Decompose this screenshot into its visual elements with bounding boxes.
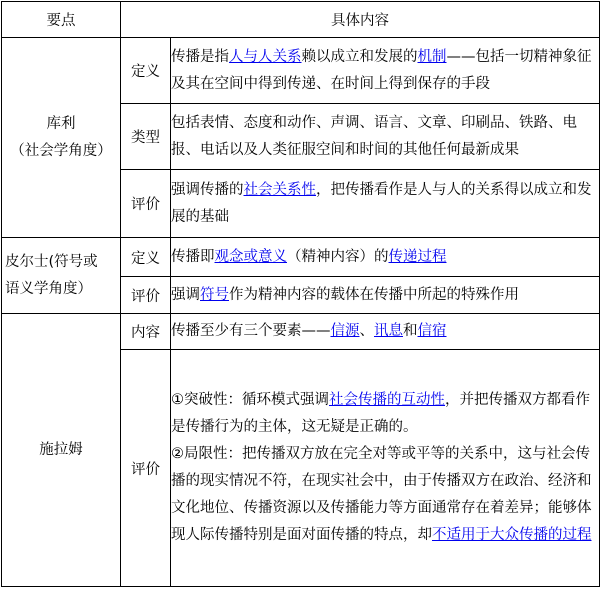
kuli-type-text: 包括表情、态度和动作、声调、语言、文章、印刷品、铁路、电报、电话以及人类征服空间和时间的其他任何最新成果: [171, 104, 600, 170]
header-col-key: 要点: [2, 2, 121, 38]
schramm-evaluation-label: 评价: [121, 350, 171, 587]
link-social-relations[interactable]: 社会关系性: [243, 181, 316, 198]
kuli-evaluation-text: 强调传播的社会关系性，把传播看作是人与人的关系得以成立和发展的基础: [171, 170, 600, 238]
peirce-evaluation-text: 强调符号作为精神内容的载体在传播中所起的特殊作用: [171, 277, 600, 314]
schramm-evaluation-text: [171, 350, 600, 587]
schramm-content-row: [2, 314, 600, 350]
schramm-name: 施拉姆: [2, 314, 121, 587]
link-transmission-process[interactable]: 传递过程: [388, 248, 447, 265]
kuli-name-cell: [2, 38, 121, 238]
kuli-evaluation-label: 评价: [121, 170, 171, 238]
kuli-type-label: 类型: [121, 104, 171, 170]
peirce-definition-text: 传播即观念或意义（精神内容）的传递过程: [171, 238, 600, 277]
link-interpersonal-relations[interactable]: 人与人关系: [229, 48, 302, 65]
peirce-definition-label: 定义: [121, 238, 171, 277]
header-row: [2, 2, 600, 38]
kuli-name: 库利: [46, 115, 76, 132]
link-message[interactable]: 讯息: [374, 323, 403, 339]
schramm-content-label: 内容: [121, 314, 171, 350]
peirce-name: 皮尔士(符号或: [5, 253, 98, 270]
peirce-evaluation-label: 评价: [121, 277, 171, 314]
link-source[interactable]: 信源: [330, 323, 360, 339]
link-idea-or-meaning[interactable]: 观念或意义: [214, 248, 287, 265]
kuli-definition-text: 传播是指人与人关系赖以成立和发展的机制——包括一切精神象征及其在空间中得到传递、在时间上得到保存的手段: [171, 38, 600, 104]
peirce-definition-row: [2, 238, 600, 277]
peirce-name-cell: [2, 238, 121, 314]
link-interactivity[interactable]: 社会传播的互动性: [329, 392, 445, 408]
link-symbol[interactable]: 符号: [200, 286, 229, 303]
schramm-content-text: 传播至少有三个要素——信源、讯息和信宿: [171, 314, 600, 350]
kuli-definition-row: [2, 38, 600, 104]
schramm-breakthrough: ①突破性：循环模式强调社会传播的互动性，并把传播双方都看作是传播行为的主体，这无疑是正确的。: [171, 392, 590, 435]
comparison-table: [1, 1, 600, 587]
link-mechanism[interactable]: 机制: [417, 48, 447, 65]
schramm-limitation: ②局限性：把传播双方放在完全对等或平等的关系中，这与社会传播的现实情况不符，在现实社会中，由于传播双方在政治、经济和文化地位、传播资源以及传播能力等方面通常存在着差异；能够体现人际传播特别是面对面传播的特点，却不适用于大众传播的过程: [171, 446, 592, 543]
kuli-perspective: （社会学角度）: [10, 142, 112, 159]
link-mass-communication[interactable]: 不适用于大众传播的过程: [432, 527, 592, 543]
peirce-perspective: 语义学角度）: [5, 280, 92, 297]
kuli-definition-label: 定义: [121, 38, 171, 104]
header-col-content: 具体内容: [121, 2, 600, 38]
link-receiver[interactable]: 信宿: [417, 323, 447, 339]
